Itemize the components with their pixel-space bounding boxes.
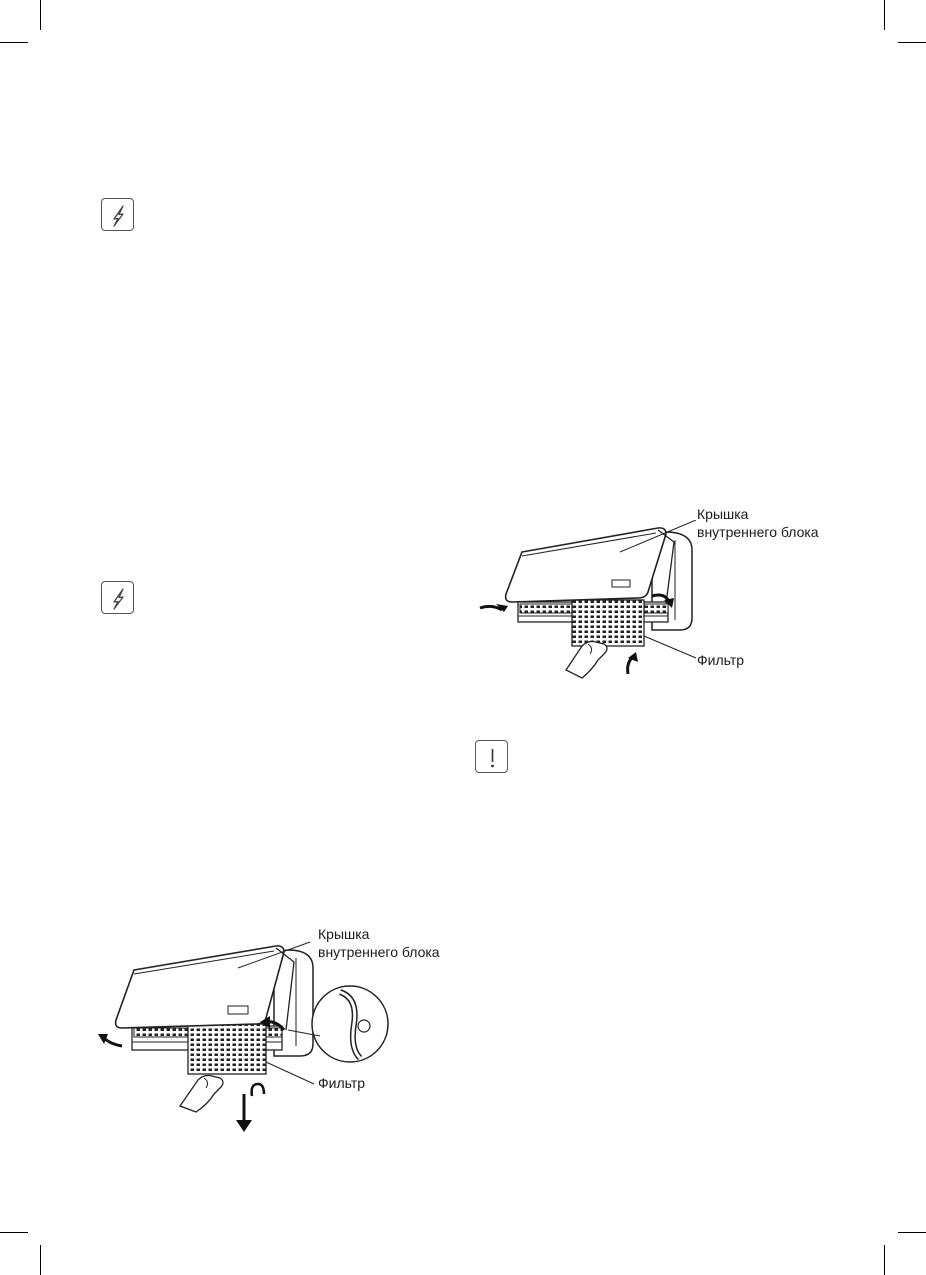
cover-label-line2: внутреннего блока	[318, 944, 440, 960]
filter-remove-illustration	[88, 938, 393, 1133]
cover-label	[697, 505, 819, 541]
filter-label: Фильтр	[697, 652, 745, 668]
electric-warning-icon	[101, 198, 134, 231]
cover-label-line2: внутреннего блока	[697, 524, 819, 540]
electric-warning-icon	[101, 581, 134, 614]
cover-label	[318, 925, 440, 961]
exclamation-icon	[475, 740, 508, 773]
filter-label: Фильтр	[318, 1075, 366, 1091]
cover-label-line1: Крышка	[318, 926, 370, 942]
cover-label-line1: Крышка	[697, 506, 749, 522]
filter-install-illustration	[470, 520, 710, 685]
